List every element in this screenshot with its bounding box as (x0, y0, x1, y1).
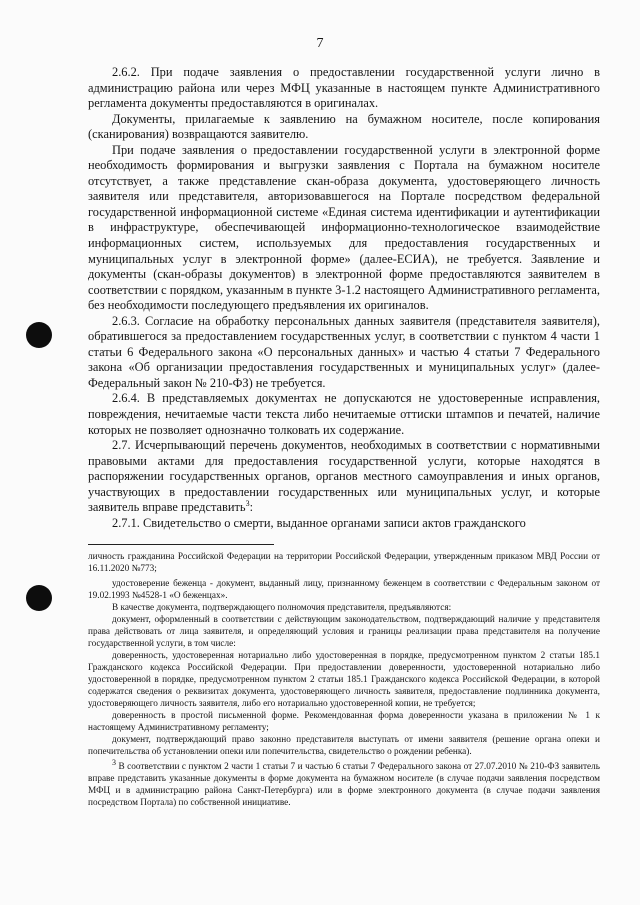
footnotes (88, 551, 600, 809)
paragraph-2-6-4: 2.6.4. В представляемых документах не допускаются не удостоверенные исправления, повреждения, нечитаемые части текста либо нечитаемые оттиски штампов и печатей, наличие которых не позволяет однозначно толковать их содержание. (88, 391, 600, 437)
paragraph-2-6-3: 2.6.3. Согласие на обработку персональных данных заявителя (представителя заявителя), обратившегося за предоставлением государственных услуг, в соответствии с пунктом 4 части 1 статьи 6 Федерального закона «О персональных данных» и частью 4 статьи 7 Федерального закона «Об организации предоставления государственных и муниципальных услуг» (далее- Федеральный закон № 210-ФЗ) не требуется. (88, 313, 600, 390)
paragraph-electronic-submission: При подаче заявления о предоставлении государственной услуги в электронной форме необходимость формирования и выгрузки заявления с Портала на бумажном носителе отсутствует, а также представление скан-образа документа, удостоверяющего личность заявителя или представителя, авторизовавшегося на Портале посредством федеральной государственной информационной системе «Единая система идентификации и аутентификации в инфраструктуре, обеспечивающей информационно-технологическое взаимодействие информационных систем, используемых для предоставления государственных и муниципальных услуг в электронной форме» (далее-ЕСИА), не требуется. Заявление и документы (скан-образы документов) в электронной форме предоставляются заявителем в соответствии с порядком, указанным в пункте 3-1.2 настоящего Административного регламента, без необходимости последующего предъявления их оригиналов. (88, 142, 600, 313)
footnote-3-text: В соответствии с пунктом 2 части 1 статьи 7 и частью 6 статьи 7 Федерального закона от 27.07.2010 № 210-ФЗ заявитель вправе представить указанные документы в форме документа на бумажном носителе (в случае подачи заявления посредством МФЦ и в администрацию района Санкт-Петербурга) или в форме электронного документа (в случае подачи заявления посредством Портала) по собственной инициативе. (88, 762, 600, 808)
main-text (88, 65, 600, 531)
footnote-continuation: личность гражданина Российской Федерации на территории Российской Федерации, утвержденным приказом МВД России от 16.11.2020 №773; (88, 552, 600, 574)
paragraph-2-7-text: 2.7. Исчерпывающий перечень документов, необходимых в соответствии с нормативными правовыми актами для предоставления государственной услуги, которые находятся в распоряжении государственных органов, органов местного самоуправления и иных органов, участвующих в предоставлении государственных или муниципальных услуг, и которые заявитель вправе представить (88, 438, 600, 515)
footnote-3 (88, 757, 600, 809)
footnote-reference: 3 (245, 499, 250, 509)
footnote-representative-heading: В качестве документа, подтверждающего полномочия представителя, предъявляются: (112, 603, 452, 613)
footnote-refugee-certificate: удостоверение беженца - документ, выданный лицу, признанному беженцем в соответствии с Федеральным законом от 19.02.1993 №4528-1 «О беженцах». (88, 579, 600, 601)
footnote-legal-representative: документ, подтверждающий право законно представителя выступать от имени заявителя (решение органа опеки и попечительства об установлении опеки или попечительства, свидетельство о рождении ребенка). (88, 735, 600, 757)
footnote-3-number: 3 (112, 757, 116, 767)
paragraph-2-6-2: 2.6.2. При подаче заявления о предоставлении государственной услуги лично в администрацию района или через МФЦ указанные в настоящем пункте Административного регламента документы предоставляются в оригиналах. (88, 65, 600, 111)
page-number: 7 (316, 36, 324, 51)
footnote-simple-power-of-attorney: доверенность в простой письменной форме. Рекомендованная форма доверенности указана в приложении № 1 к настоящему Административному регламенту; (88, 711, 600, 733)
punch-hole-bottom (26, 585, 52, 611)
footnote-reference-suffix: : (249, 500, 254, 515)
punch-hole-top (26, 322, 52, 348)
footnote-notarized-power-of-attorney: доверенность, удостоверенная нотариально либо удостоверенная в порядке, предусмотренном пунктом 2 статьи 185.1 Гражданского кодекса Российской Федерации. При предоставлении доверенности, удостоверенной нотариально либо удостоверенной в порядке, предусмотренном пунктом 2 статьи 185.1 Гражданского кодекса Российской Федерации, в которой содержатся сведения о реквизитах документа, удостоверяющего личность заявителя, предоставление подлинника документа, удостоверяющего личность заявителя, либо его нотариально удостоверенной копии, не требуется; (88, 651, 600, 709)
paragraph-2-7-1: 2.7.1. Свидетельство о смерти, выданное органами записи актов гражданского (112, 515, 526, 530)
paragraph-2-7 (88, 438, 600, 516)
paragraph-documents-returned: Документы, прилагаемые к заявлению на бумажном носителе, после копирования (сканирования) возвращаются заявителю. (88, 111, 600, 142)
footnote-separator (88, 544, 274, 545)
footnote-representative-document: документ, оформленный в соответствии с действующим законодательством, подтверждающий наличие у представителя права действовать от лица заявителя, и определяющий условия и границы реализации права представителя на получение государственной услуги, в том числе: (88, 615, 600, 649)
